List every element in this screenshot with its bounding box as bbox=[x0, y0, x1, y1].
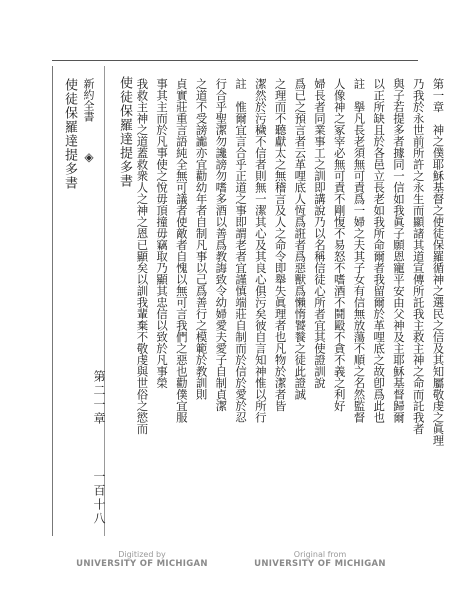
text-column: 爲已之預言者云革哩底人恆爲誑者爲惡獸爲懶惰饕餮之徒此證誠 bbox=[293, 78, 308, 400]
text-column: 註 惟爾宜言合乎正道之事即謂老者宜謹慎端莊自制而於信於愛於忍 bbox=[234, 78, 249, 423]
text-column: 潔然於污穢不信者則無一潔其心及其良心俱污矣彼自言知神惟以所行 bbox=[253, 78, 268, 423]
original-from-label: Original from bbox=[293, 550, 347, 559]
text-column: 事其主而於凡事使之悅毋頂撞毋竊取乃顯其忠信以致於凡事榮 bbox=[155, 78, 170, 389]
running-title: 使徒保羅達提多書 bbox=[62, 78, 77, 190]
book-name: 新約全書 bbox=[82, 78, 95, 122]
original-from-credit bbox=[240, 550, 400, 569]
header-rule-right bbox=[104, 66, 105, 536]
header-rule-left bbox=[52, 66, 53, 536]
text-column: 婦長者同業事工之訓即講說乃以名稱信徒心所者宜其使證訓說 bbox=[313, 78, 327, 389]
digitizer-name: UNIVERSITY OF MICHIGAN bbox=[76, 559, 208, 569]
text-column: 行合乎聖潔勿讒謗勿嗜多酒以善爲教誨致令幼婦愛夫愛子自制貞潔 bbox=[214, 78, 229, 412]
text-column: 與子若提多者據同一信如我眞子願恩寵平安由父神及主耶穌基督歸爾 bbox=[391, 78, 406, 423]
page-number: 一百十八 bbox=[92, 470, 106, 526]
digitized-by-credit bbox=[62, 550, 222, 569]
text-column: 之道不受謗讟亦宜勸幼年者自制凡事以己爲善行之模範於教訓則 bbox=[194, 78, 209, 400]
text-column: 之理而不聽獻太之無稽言及人之命令即舉失眞理者也凡物於潔者皆 bbox=[273, 78, 288, 412]
text-column: 人像神之冢宰必無可責不剛愎不易怒不嗜酒不鬪毆不貪不義之利好 bbox=[332, 78, 347, 412]
chapter-label: 第二一章 bbox=[92, 370, 106, 426]
text-column: 以正所缺且於各邑立長老如我所命爾者我留爾於革哩底之故卽爲此也 bbox=[372, 78, 387, 423]
text-column: 乃我於永世前所許之永生而顯諸其道宣傳所託我主救主神之命而託我者 bbox=[411, 78, 426, 435]
text-column: 貞實莊重言語純全無可議者使敵者自愧以無可言我們之惡也勸僕宜服 bbox=[174, 78, 189, 423]
original-source-name: UNIVERSITY OF MICHIGAN bbox=[254, 559, 386, 569]
text-column: 註 擧凡長老須無可責爲一婦之夫其子女有信無放蕩不順之名然監督 bbox=[352, 78, 367, 423]
ornament-icon: ◈ bbox=[82, 150, 96, 164]
text-column: 第一章 神之僕耶穌基督之使徒保羅循神之選民之信及其知屬敬虔之眞理 bbox=[431, 78, 446, 446]
chapter-title: 使徒保羅達提多書 bbox=[117, 76, 132, 188]
text-column: 我救主神之道蓋救衆人之神之恩已顯矣以訓我輩棄不敬虔與世俗之慾而 bbox=[135, 78, 150, 435]
digitized-by-label: Digitized by bbox=[118, 550, 166, 559]
top-rule bbox=[52, 60, 418, 61]
